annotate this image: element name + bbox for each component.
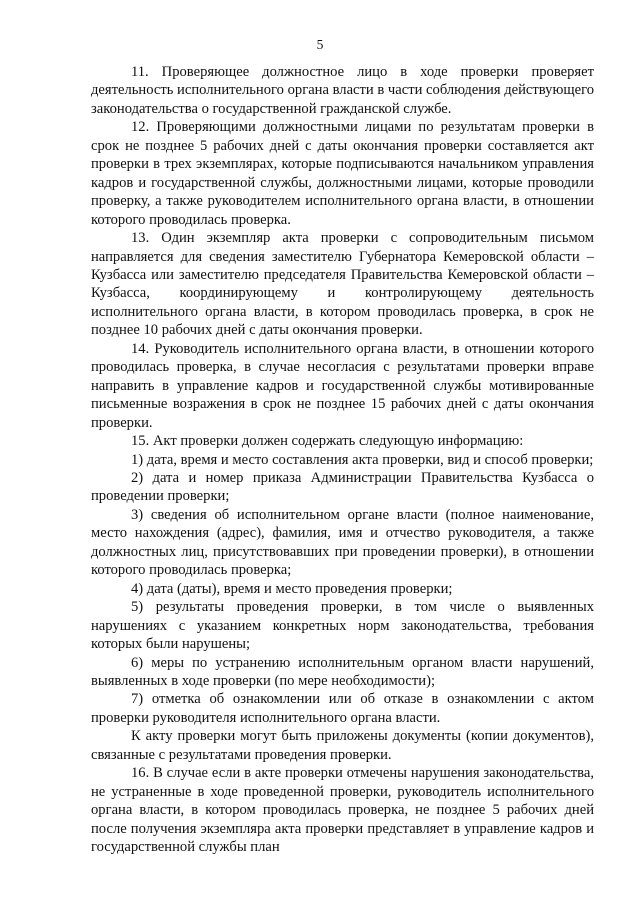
paragraph-12: 12. Проверяющими должностными лицами по результатам проверки в срок не позднее 5 рабочих дней с даты окончания проверки составляется акт проверки в трех экземплярах, которые подписываются начальником управления кадров и государственной службы, должностными лицами, которые проводили проверку, а также руководителем исполнительного органа власти, в отношении которого проводилась проверка. <box>91 119 594 228</box>
paragraph-16: 16. В случае если в акте проверки отмечены нарушения законодательства, не устраненные в ходе проведенной проверки, руководитель исполнительного органа власти, в котором проводилась проверка, не позднее 5 рабочих дней после получения экземпляра акта проверки представляет в управление кадров и государственной службы план <box>91 765 594 856</box>
list-item-5: 5) результаты проведения проверки, в том числе о выявленных нарушениях с указанием конкретных норм законодательства, требования которых были нарушены; <box>91 599 594 653</box>
paragraph-15: 15. Акт проверки должен содержать следующую информацию: <box>131 433 524 450</box>
attachment-note: К акту проверки могут быть приложены документы (копии документов), связанные с результатами проведения проверки. <box>91 728 594 763</box>
page-number: 5 <box>316 37 324 52</box>
list-item-7: 7) отметка об ознакомлении или об отказе в ознакомлении с актом проверки руководителя исполнительного органа власти. <box>91 691 594 726</box>
list-item-3: 3) сведения об исполнительном органе власти (полное наименование, место нахождения (адрес), фамилия, имя и отчество руководителя, а также должностных лиц, присутствовавших при проведении проверки), в отношении которого проводилась проверка; <box>91 506 594 579</box>
document-body <box>91 63 594 856</box>
list-item-6: 6) меры по устранению исполнительным органом власти нарушений, выявленных в ходе проверки (по мере необходимости); <box>91 654 594 689</box>
list-item-1: 1) дата, время и место составления акта проверки, вид и способ проверки; <box>131 451 594 468</box>
list-item-4: 4) дата (даты), время и место проведения проверки; <box>131 580 453 597</box>
paragraph-11: 11. Проверяющее должностное лицо в ходе проверки проверяет деятельность исполнительного органа власти в части соблюдения действующего законодательства о государственной гражданской службе. <box>91 64 594 117</box>
list-item-2: 2) дата и номер приказа Администрации Правительства Кузбасса о проведении проверки; <box>91 469 594 505</box>
paragraph-13: 13. Один экземпляр акта проверки с сопроводительным письмом направляется для сведения заместителю Губернатора Кемеровской области – Кузбасса или заместителю председателя Правительства Кемеровской области – Кузбасса, координирующему и контролирующему деятельность исполнительного органа власти, в котором проводилась проверка, в срок не позднее 10 рабочих дней с даты окончания проверки. <box>91 230 594 339</box>
paragraph-14: 14. Руководитель исполнительного органа власти, в отношении которого проводилась проверка, в случае несогласия с результатами проверки вправе направить в управление кадров и государственной службы мотивированные письменные возражения в срок не позднее 15 рабочих дней с даты окончания проверки. <box>91 340 594 431</box>
